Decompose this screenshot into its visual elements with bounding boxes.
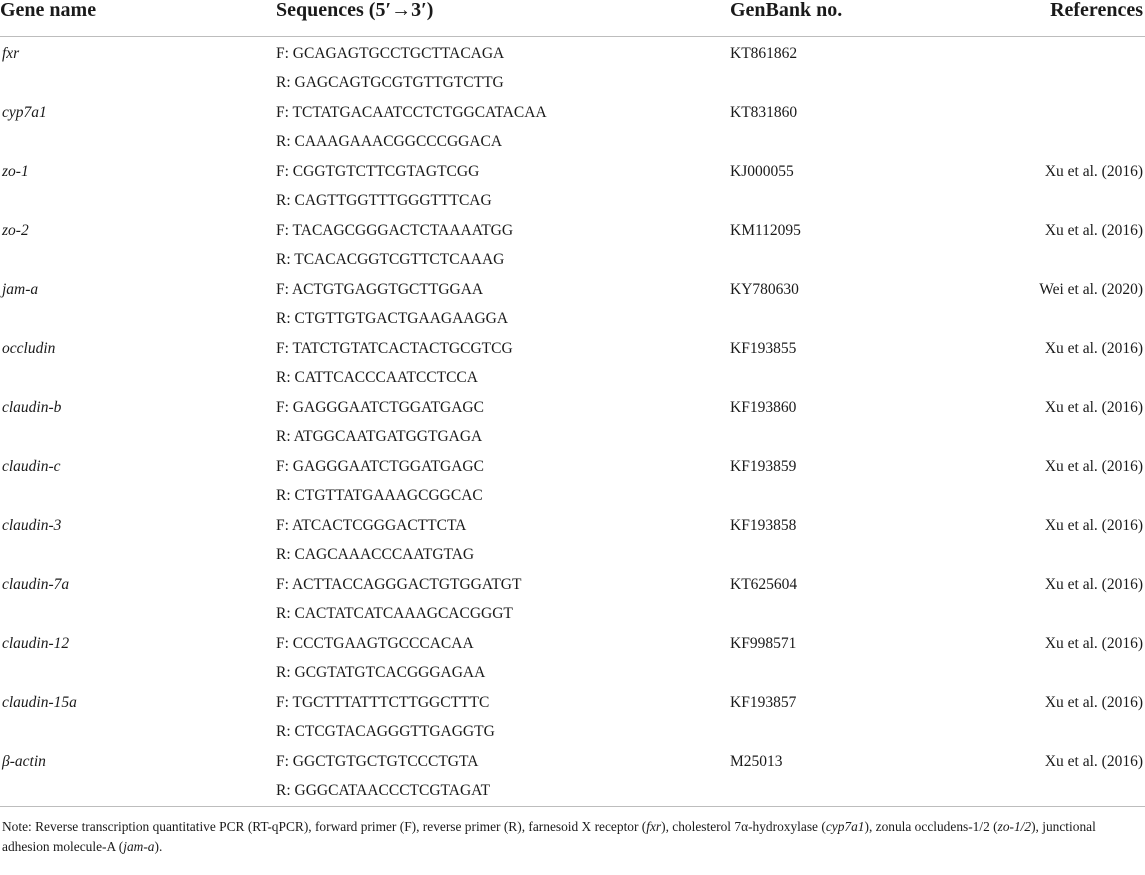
empty-cell xyxy=(0,600,276,630)
note-text: ), cholesterol 7α-hydroxylase ( xyxy=(661,819,826,834)
table-row-reverse xyxy=(0,659,1145,689)
genbank-cell: KT625604 xyxy=(730,575,798,593)
empty-cell xyxy=(1032,541,1145,571)
empty-cell xyxy=(730,246,1032,276)
table-body xyxy=(0,37,1145,807)
forward-primer-cell: F: TGCTTTATTTCTTGGCTTTC xyxy=(276,693,490,711)
reference-cell: Xu et al. (2016) xyxy=(1044,752,1143,770)
forward-primer-cell: F: GCAGAGTGCCTGCTTACAGA xyxy=(276,44,505,62)
table-row-reverse xyxy=(0,777,1145,807)
table-row-reverse xyxy=(0,482,1145,512)
reverse-primer-cell: R: ATGGCAATGATGGTGAGA xyxy=(276,428,483,446)
forward-primer-cell: F: ACTTACCAGGGACTGTGGATGT xyxy=(276,575,522,593)
forward-primer-cell: F: TCTATGACAATCCTCTGGCATACAA xyxy=(276,103,547,121)
reverse-primer-cell: R: CACTATCATCAAAGCACGGGT xyxy=(276,605,513,623)
reverse-primer-cell: R: CAGCAAACCCAATGTAG xyxy=(276,546,475,564)
note-text: ), zonula occludens-1/2 ( xyxy=(864,819,998,834)
empty-cell xyxy=(730,69,1032,99)
empty-cell xyxy=(730,600,1032,630)
forward-primer-cell: F: TACAGCGGGACTCTAAAATGG xyxy=(276,221,514,239)
gene-name-cell: β-actin xyxy=(2,752,46,770)
genbank-cell: KY780630 xyxy=(730,280,799,298)
genbank-cell: KF998571 xyxy=(730,634,797,652)
empty-cell xyxy=(0,482,276,512)
reference-cell: Xu et al. (2016) xyxy=(1044,221,1143,239)
reference-cell: Xu et al. (2016) xyxy=(1044,162,1143,180)
table-header xyxy=(0,0,1145,37)
empty-cell xyxy=(0,69,276,99)
note-gene: cyp7a1 xyxy=(825,819,865,834)
gene-name-cell: zo-1 xyxy=(2,162,29,180)
table-row-forward xyxy=(0,747,1145,777)
empty-cell xyxy=(730,187,1032,217)
reference-cell: Xu et al. (2016) xyxy=(1044,398,1143,416)
empty-cell xyxy=(730,541,1032,571)
reverse-primer-cell: R: TCACACGGTCGTTCTCAAAG xyxy=(276,251,505,269)
genbank-cell: KF193855 xyxy=(730,339,797,357)
gene-name-cell: cyp7a1 xyxy=(2,103,47,121)
reference-cell: Wei et al. (2020) xyxy=(1039,280,1143,298)
empty-cell xyxy=(730,128,1032,158)
genbank-cell: KF193860 xyxy=(730,398,797,416)
table-row-forward xyxy=(0,37,1145,69)
table-row-forward xyxy=(0,393,1145,423)
reverse-primer-cell: R: CATTCACCCAATCCTCCA xyxy=(276,369,478,387)
genbank-cell: KF193859 xyxy=(730,457,797,475)
table-row-forward xyxy=(0,570,1145,600)
reference-cell xyxy=(1032,98,1145,128)
forward-primer-cell: F: CGGTGTCTTCGTAGTCGG xyxy=(276,162,480,180)
forward-primer-cell: F: GAGGGAATCTGGATGAGC xyxy=(276,457,484,475)
table-row-forward xyxy=(0,98,1145,128)
empty-cell xyxy=(1032,246,1145,276)
gene-name-cell: claudin-12 xyxy=(2,634,70,652)
empty-cell xyxy=(730,305,1032,335)
table-row-reverse xyxy=(0,541,1145,571)
forward-primer-cell: F: GGCTGTGCTGTCCCTGTA xyxy=(276,752,479,770)
empty-cell xyxy=(730,423,1032,453)
table-row-forward xyxy=(0,334,1145,364)
reference-cell: Xu et al. (2016) xyxy=(1044,693,1143,711)
empty-cell xyxy=(0,718,276,748)
table-row-forward xyxy=(0,688,1145,718)
reference-cell xyxy=(1032,37,1145,69)
forward-primer-cell: F: CCCTGAAGTGCCCACAA xyxy=(276,634,474,652)
note-text: Note: Reverse transcription quantitative PCR (RT-qPCR), forward primer (F), reverse primer (R), farnesoid X receptor ( xyxy=(2,819,647,834)
reverse-primer-cell: R: CTCGTACAGGGTTGAGGTG xyxy=(276,723,495,741)
gene-name-cell: claudin-15a xyxy=(2,693,77,711)
reference-cell: Xu et al. (2016) xyxy=(1044,575,1143,593)
empty-cell xyxy=(0,777,276,807)
empty-cell xyxy=(730,364,1032,394)
reverse-primer-cell: R: CTGTTATGAAAGCGGCAC xyxy=(276,487,483,505)
empty-cell xyxy=(0,187,276,217)
empty-cell xyxy=(1032,777,1145,807)
empty-cell xyxy=(0,659,276,689)
table-row-forward xyxy=(0,275,1145,305)
table-row-reverse xyxy=(0,246,1145,276)
header-genbank: GenBank no. xyxy=(730,0,1032,37)
genbank-cell: KJ000055 xyxy=(730,162,794,180)
table-row-reverse xyxy=(0,305,1145,335)
forward-primer-cell: F: TATCTGTATCACTACTGCGTCG xyxy=(276,339,513,357)
note-text: ), junctional adhesion molecule-A ( xyxy=(2,819,1096,854)
reverse-primer-cell: R: GGGCATAACCCTCGTAGAT xyxy=(276,777,730,807)
empty-cell xyxy=(730,777,1032,807)
empty-cell xyxy=(1032,659,1145,689)
reverse-primer-cell: R: GCGTATGTCACGGGAGAA xyxy=(276,664,486,682)
table-row-reverse xyxy=(0,364,1145,394)
table-row-reverse xyxy=(0,600,1145,630)
reverse-primer-cell: R: CAAAGAAACGGCCCGGACA xyxy=(276,133,503,151)
empty-cell xyxy=(0,305,276,335)
empty-cell xyxy=(0,128,276,158)
gene-name-cell: occludin xyxy=(2,339,56,357)
reverse-primer-cell: R: CTGTTGTGACTGAAGAAGGA xyxy=(276,310,509,328)
empty-cell xyxy=(0,423,276,453)
reference-cell: Xu et al. (2016) xyxy=(1044,634,1143,652)
table-row-forward xyxy=(0,511,1145,541)
genbank-cell: KM112095 xyxy=(730,221,801,239)
note-gene: zo-1/2 xyxy=(997,819,1032,834)
empty-cell xyxy=(0,364,276,394)
gene-name-cell: zo-2 xyxy=(2,221,29,239)
forward-primer-cell: F: ACTGTGAGGTGCTTGGAA xyxy=(276,280,484,298)
reference-cell: Xu et al. (2016) xyxy=(1044,457,1143,475)
table-row-reverse xyxy=(0,423,1145,453)
header-references: References xyxy=(1032,0,1145,37)
table-row-forward xyxy=(0,629,1145,659)
header-sequences: Sequences (5′→3′) xyxy=(276,0,730,37)
empty-cell xyxy=(1032,718,1145,748)
gene-name-cell: jam-a xyxy=(2,280,39,298)
empty-cell xyxy=(730,659,1032,689)
reverse-primer-cell: R: GAGCAGTGCGTGTTGTCTTG xyxy=(276,74,504,92)
empty-cell xyxy=(1032,69,1145,99)
empty-cell xyxy=(1032,423,1145,453)
empty-cell xyxy=(0,246,276,276)
note-gene: fxr xyxy=(646,819,662,834)
empty-cell xyxy=(1032,305,1145,335)
empty-cell xyxy=(1032,128,1145,158)
gene-name-cell: claudin-7a xyxy=(2,575,70,593)
gene-name-cell: claudin-3 xyxy=(2,516,62,534)
empty-cell xyxy=(1032,187,1145,217)
empty-cell xyxy=(1032,364,1145,394)
empty-cell xyxy=(1032,600,1145,630)
table-row-reverse xyxy=(0,718,1145,748)
genbank-cell: KT861862 xyxy=(730,44,798,62)
genbank-cell: M25013 xyxy=(730,752,783,770)
gene-name-cell: claudin-b xyxy=(2,398,62,416)
table-row-forward xyxy=(0,216,1145,246)
empty-cell xyxy=(730,482,1032,512)
reference-cell: Xu et al. (2016) xyxy=(1044,516,1143,534)
genbank-cell: KF193858 xyxy=(730,516,797,534)
genbank-cell: KF193857 xyxy=(730,693,797,711)
forward-primer-cell: F: GAGGGAATCTGGATGAGC xyxy=(276,398,484,416)
gene-name-cell: fxr xyxy=(2,44,20,62)
table-row-forward xyxy=(0,157,1145,187)
reverse-primer-cell: R: CAGTTGGTTTGGGTTTCAG xyxy=(276,192,492,210)
header-row xyxy=(0,0,1145,37)
note-text: ). xyxy=(154,839,163,854)
table-row-reverse xyxy=(0,128,1145,158)
genbank-cell: KT831860 xyxy=(730,103,798,121)
forward-primer-cell: F: ATCACTCGGGACTTCTA xyxy=(276,516,467,534)
empty-cell xyxy=(0,541,276,571)
reference-cell: Xu et al. (2016) xyxy=(1044,339,1143,357)
table-row-forward xyxy=(0,452,1145,482)
empty-cell xyxy=(730,718,1032,748)
table-note xyxy=(0,817,1145,857)
header-gene-name: Gene name xyxy=(0,0,276,37)
table-row-reverse xyxy=(0,187,1145,217)
empty-cell xyxy=(1032,482,1145,512)
gene-name-cell: claudin-c xyxy=(2,457,61,475)
note-gene: jam-a xyxy=(123,839,155,854)
table-row-reverse xyxy=(0,69,1145,99)
